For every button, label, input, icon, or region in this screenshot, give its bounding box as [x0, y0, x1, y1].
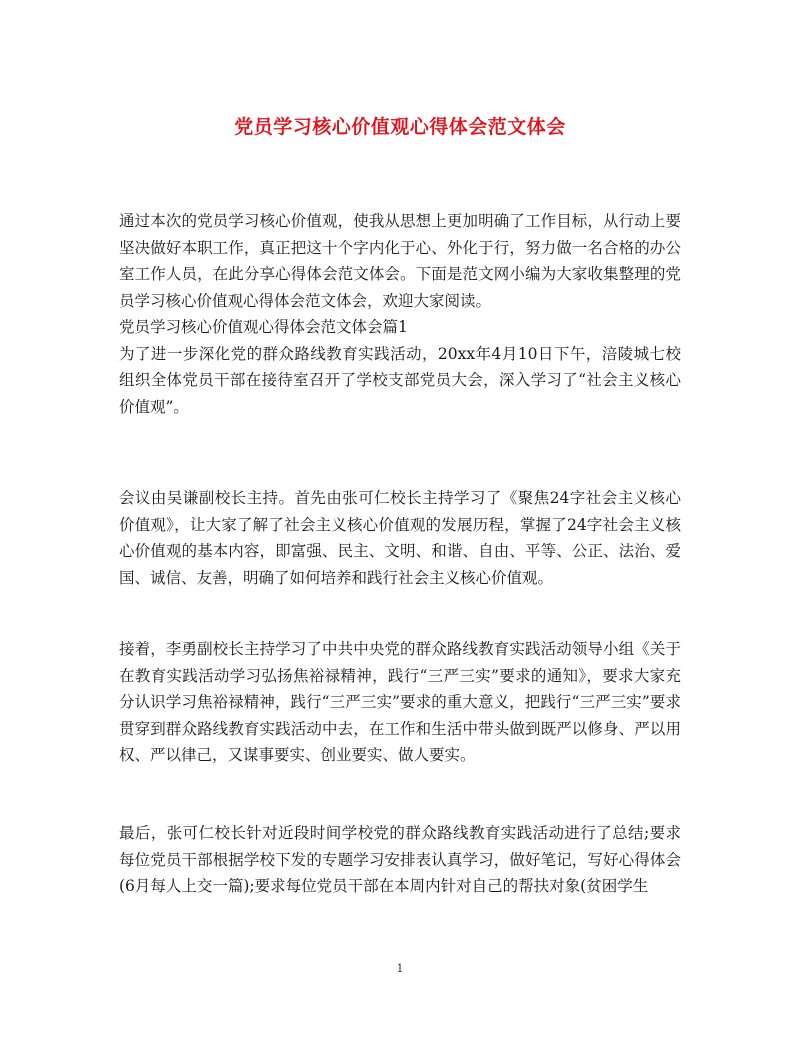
paragraph-1: 为了进一步深化党的群众路线教育实践活动，20xx年4月10日下午，涪陵城七校组织全体党员干部在接待室召开了学校支部党员大会，深入学习了“社会主义核心价值观”。: [119, 344, 681, 416]
page-number: 1: [396, 962, 404, 975]
intro-block: [119, 208, 681, 420]
section-heading: 党员学习核心价值观心得体会范文体会篇1: [119, 318, 408, 336]
paragraph-block-2: [119, 485, 681, 591]
paragraph-4: 最后，张可仁校长针对近段时间学校党的群众路线教育实践活动进行了总结;要求每位党员干部根据学校下发的专题学习安排表认真学习，做好笔记，写好心得体会(6月每人上交一篇);要求每位党员干部在本周内针对自己的帮扶对象(贫困学生: [119, 824, 681, 895]
paragraph-3: 接着，李勇副校长主持学习了中共中央党的群众路线教育实践活动领导小组《关于在教育实践活动学习弘扬焦裕禄精神，践行“三严三实”要求的通知》，要求大家充分认识学习焦裕禄精神，践行“三严三实”要求的重大意义，把践行“三严三实”要求贯穿到群众路线教育实践活动中去，在工作和生活中带头做到既严以修身、严以用权、严以律己，又谋事要实、创业要实、做人要实。: [119, 640, 681, 764]
document-title: 党员学习核心价值观心得体会范文体会: [234, 116, 566, 138]
paragraph-block-4: [119, 820, 681, 900]
paragraph-2: 会议由吴谦副校长主持。首先由张可仁校长主持学习了《聚焦24字社会主义核心价值观》，让大家了解了社会主义核心价值观的发展历程，掌握了24字社会主义核心价值观的基本内容，即富强、民主、文明、和谐、自由、平等、公正、法治、爱国、诚信、友善，明确了如何培养和践行社会主义核心价值观。: [119, 489, 681, 587]
intro-paragraph: 通过本次的党员学习核心价值观，使我从思想上更加明确了工作目标，从行动上要坚决做好本职工作，真正把这十个字内化于心、外化于行，努力做一名合格的办公室工作人员，在此分享心得体会范文体会。下面是范文网小编为大家收集整理的党员学习核心价值观心得体会范文体会，欢迎大家阅读。: [119, 212, 681, 310]
paragraph-block-3: [119, 636, 681, 769]
